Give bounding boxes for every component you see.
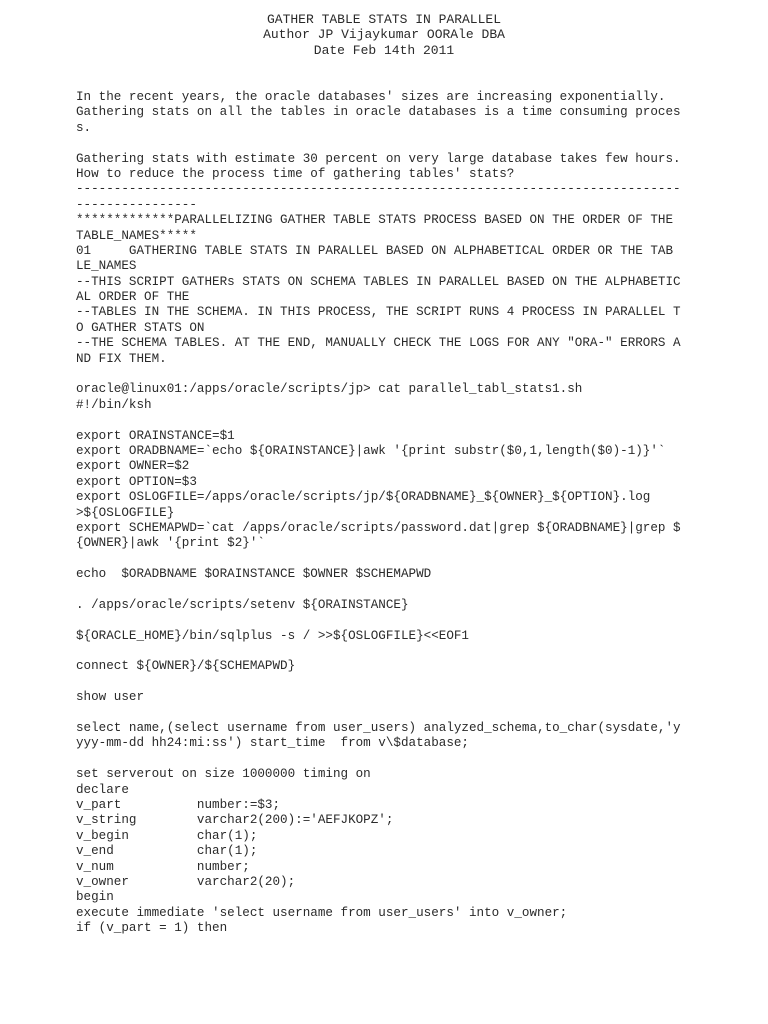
text-line: --TABLES IN THE SCHEMA. IN THIS PROCESS, THE SCRIPT RUNS 4 PROCESS IN PARALLEL T [76, 305, 681, 320]
text-line: echo $ORADBNAME $ORAINSTANCE $OWNER $SCHEMAPWD [76, 567, 432, 582]
text-line: show user [76, 690, 145, 705]
doc-author: Author JP Vijaykumar OORAle DBA [263, 27, 505, 43]
text-line: v_end char(1); [76, 844, 258, 859]
text-line: export OWNER=$2 [76, 459, 190, 474]
text-line [76, 613, 756, 628]
text-line [76, 583, 756, 598]
text-line: ND FIX THEM. [76, 351, 167, 366]
text-line: O GATHER STATS ON [76, 320, 205, 335]
text-line [76, 706, 756, 721]
text-line: yyy-mm-dd hh24:mi:ss') start_time from v\$database; [76, 736, 469, 751]
text-line: #!/bin/ksh [76, 397, 152, 412]
text-line: v_part number:=$3; [76, 797, 281, 812]
document-header [0, 12, 768, 58]
text-line: How to reduce the process time of gathering tables' stats? [76, 166, 515, 181]
text-line: 01 GATHERING TABLE STATS IN PARALLEL BASED ON ALPHABETICAL ORDER OR THE TAB [76, 243, 674, 258]
text-line: LE_NAMES [76, 259, 137, 274]
text-line: Gathering stats on all the tables in oracle databases is a time consuming proces [76, 105, 681, 120]
doc-date: Date Feb 14th 2011 [313, 42, 455, 58]
text-line: *************PARALLELIZING GATHER TABLE STATS PROCESS BASED ON THE ORDER OF THE [76, 213, 674, 228]
text-line: Gathering stats with estimate 30 percent on very large database takes few hours. [76, 151, 681, 166]
text-line: export OSLOGFILE=/apps/oracle/scripts/jp/${ORADBNAME}_${OWNER}_${OPTION}.log [76, 490, 651, 505]
text-line: select name,(select username from user_users) analyzed_schema,to_char(sysdate,'y [76, 721, 681, 736]
text-line: v_begin char(1); [76, 828, 258, 843]
text-line: v_string varchar2(200):='AEFJKOPZ'; [76, 813, 394, 828]
text-line: --THE SCHEMA TABLES. AT THE END, MANUALLY CHECK THE LOGS FOR ANY "ORA-" ERRORS A [76, 336, 681, 351]
text-line [76, 675, 756, 690]
text-line [76, 413, 756, 428]
text-line: v_num number; [76, 859, 250, 874]
text-line [76, 752, 756, 767]
text-line: oracle@linux01:/apps/oracle/scripts/jp> cat parallel_tabl_stats1.sh [76, 382, 583, 397]
text-line: export OPTION=$3 [76, 474, 197, 489]
doc-title: GATHER TABLE STATS IN PARALLEL [266, 12, 502, 27]
text-line: set serverout on size 1000000 timing on [76, 767, 371, 782]
text-line [76, 367, 756, 382]
text-line: declare [76, 782, 129, 797]
text-line: connect ${OWNER}/${SCHEMAPWD} [76, 659, 296, 674]
text-line: execute immediate 'select username from user_users' into v_owner; [76, 905, 568, 920]
text-line: . /apps/oracle/scripts/setenv ${ORAINSTANCE} [76, 597, 409, 612]
text-line: ---------------- [76, 197, 197, 212]
text-line: --THIS SCRIPT GATHERs STATS ON SCHEMA TABLES IN PARALLEL BASED ON THE ALPHABETIC [76, 274, 681, 289]
text-line: -------------------------------------------------------------------------------- [76, 182, 681, 197]
text-line: ${ORACLE_HOME}/bin/sqlplus -s / >>${OSLOGFILE}<<EOF1 [76, 628, 469, 643]
text-line: export ORADBNAME=`echo ${ORAINSTANCE}|awk '{print substr($0,1,length($0)-1)}'` [76, 443, 666, 458]
text-line: TABLE_NAMES***** [76, 228, 197, 243]
text-line: In the recent years, the oracle databases' sizes are increasing exponentially. [76, 90, 666, 104]
text-line: v_owner varchar2(20); [76, 874, 296, 889]
text-line: export SCHEMAPWD=`cat /apps/oracle/scripts/password.dat|grep ${ORADBNAME}|grep $ [76, 520, 681, 535]
text-line: AL ORDER OF THE [76, 290, 190, 305]
text-line: begin [76, 890, 114, 905]
document-body [76, 90, 756, 936]
text-line: export ORAINSTANCE=$1 [76, 428, 235, 443]
text-line: >${OSLOGFILE} [76, 505, 175, 520]
text-line [76, 136, 756, 151]
text-line: s. [76, 120, 92, 135]
text-line: {OWNER}|awk '{print $2}'` [76, 536, 265, 551]
text-line: if (v_part = 1) then [76, 921, 228, 936]
text-line [76, 552, 756, 567]
text-line [76, 644, 756, 659]
